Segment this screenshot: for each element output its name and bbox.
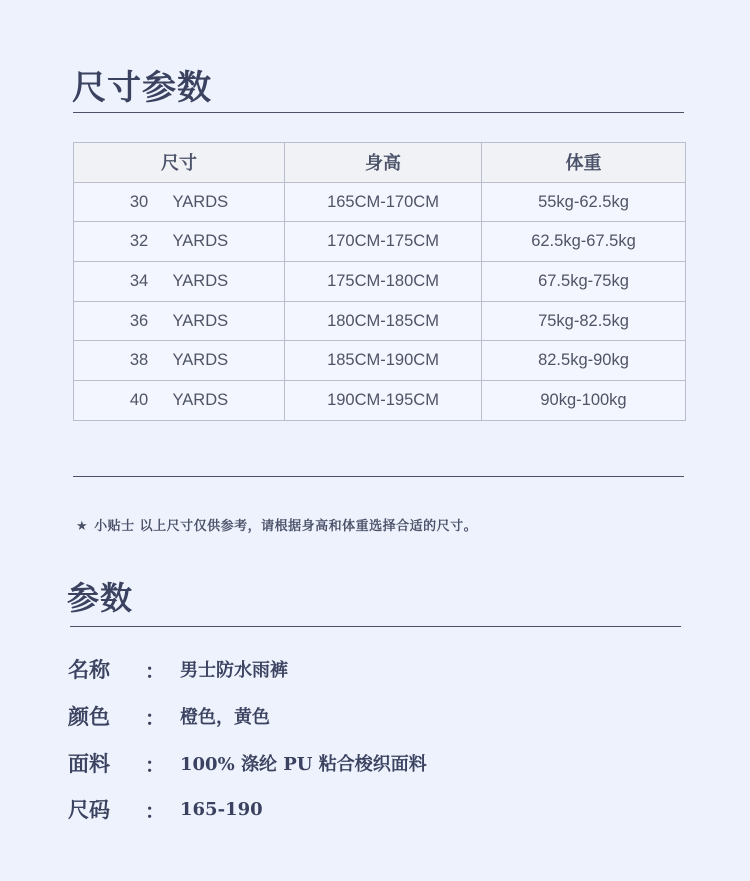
size-cell: 36 YARDS xyxy=(74,301,285,341)
column-header-size: 尺寸 xyxy=(74,143,285,183)
param-separator: ： xyxy=(145,658,165,683)
param-label: 名称 xyxy=(68,657,110,682)
size-chart-table xyxy=(73,142,686,421)
weight-cell: 55kg-62.5kg xyxy=(482,182,686,222)
size-title-divider xyxy=(73,112,684,113)
params-section-title: 参数 xyxy=(67,579,134,617)
weight-cell: 62.5kg-67.5kg xyxy=(482,222,686,262)
table-row xyxy=(74,341,686,381)
size-cell: 38 YARDS xyxy=(74,341,285,381)
height-cell: 170CM-175CM xyxy=(285,222,482,262)
tip-text: 小贴士 以上尺寸仅供参考，请根据身高和体重选择合适的尺寸。 xyxy=(94,519,478,534)
height-cell: 165CM-170CM xyxy=(285,182,482,222)
param-label: 颜色 xyxy=(68,704,110,729)
param-row-fabric xyxy=(68,748,427,778)
param-row-size xyxy=(68,794,263,824)
weight-cell: 82.5kg-90kg xyxy=(482,341,686,381)
star-icon: ★ xyxy=(76,519,89,534)
weight-cell: 90kg-100kg xyxy=(482,381,686,421)
params-title-divider xyxy=(70,626,681,627)
param-separator: ： xyxy=(145,752,165,777)
column-header-weight: 体重 xyxy=(482,143,686,183)
height-cell: 175CM-180CM xyxy=(285,262,482,302)
param-value: 165-190 xyxy=(180,798,263,820)
table-header-row xyxy=(74,143,686,183)
param-separator: ： xyxy=(145,798,165,823)
param-value: 100% 涤纶 PU 粘合梭织面料 xyxy=(180,754,427,775)
size-section-title: 尺寸参数 xyxy=(72,68,212,108)
param-value: 橙色，黄色 xyxy=(180,707,270,728)
size-cell: 34 YARDS xyxy=(74,262,285,302)
size-cell: 30 YARDS xyxy=(74,182,285,222)
table-row xyxy=(74,262,686,302)
param-label: 尺码 xyxy=(68,797,110,822)
param-label: 面料 xyxy=(68,751,110,776)
size-tip xyxy=(76,515,477,534)
height-cell: 185CM-190CM xyxy=(285,341,482,381)
size-cell: 32 YARDS xyxy=(74,222,285,262)
param-row-color xyxy=(68,701,270,731)
weight-cell: 75kg-82.5kg xyxy=(482,301,686,341)
param-value: 男士防水雨裤 xyxy=(180,660,288,681)
size-cell: 40 YARDS xyxy=(74,381,285,421)
param-row-name xyxy=(68,654,288,684)
weight-cell: 67.5kg-75kg xyxy=(482,262,686,302)
height-cell: 190CM-195CM xyxy=(285,381,482,421)
height-cell: 180CM-185CM xyxy=(285,301,482,341)
param-separator: ： xyxy=(145,705,165,730)
table-row xyxy=(74,381,686,421)
table-row xyxy=(74,182,686,222)
column-header-height: 身高 xyxy=(285,143,482,183)
table-bottom-divider xyxy=(73,476,684,477)
table-row xyxy=(74,222,686,262)
table-row xyxy=(74,301,686,341)
